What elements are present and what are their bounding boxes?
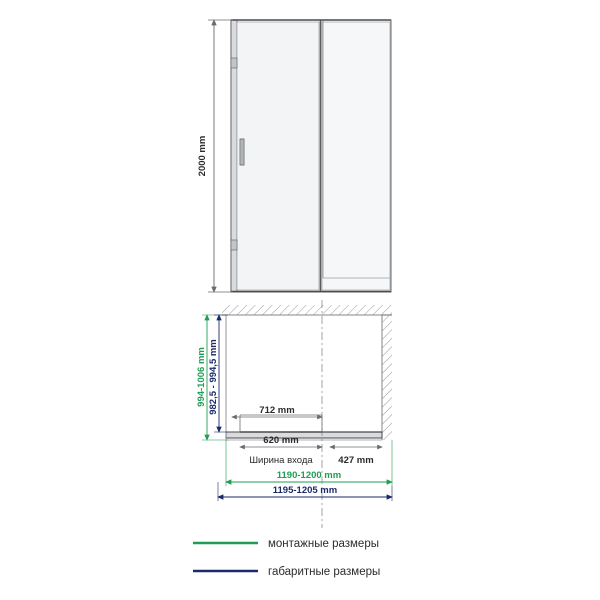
- plan-depth-navy-label: 982,5 - 994,5 mm: [208, 339, 219, 415]
- legend-item-overall: [193, 566, 380, 578]
- plan-top-inner-label: 712 mm: [259, 405, 295, 416]
- plan-depth-green-label: 994-1006 mm: [196, 347, 207, 407]
- door-handle-icon: [240, 139, 244, 165]
- elevation-height-label: 2000 mm: [197, 135, 208, 177]
- elevation-view: [197, 20, 391, 292]
- legend-label-overall: габаритные размеры: [268, 566, 381, 578]
- plan-width-navy-label: 1195-1205 mm: [272, 485, 338, 496]
- plan-entrance-width-caption: Ширина входа: [249, 455, 313, 466]
- legend-label-installation: монтажные размеры: [268, 538, 379, 550]
- plan-entrance-width-value: 620 mm: [263, 435, 299, 446]
- plan-right-segment-label: 427 mm: [338, 455, 374, 466]
- plan-width-green-label: 1190-1200 mm: [276, 470, 342, 481]
- plan-view: [196, 300, 392, 528]
- legend: [193, 538, 380, 578]
- legend-item-installation: [193, 538, 379, 550]
